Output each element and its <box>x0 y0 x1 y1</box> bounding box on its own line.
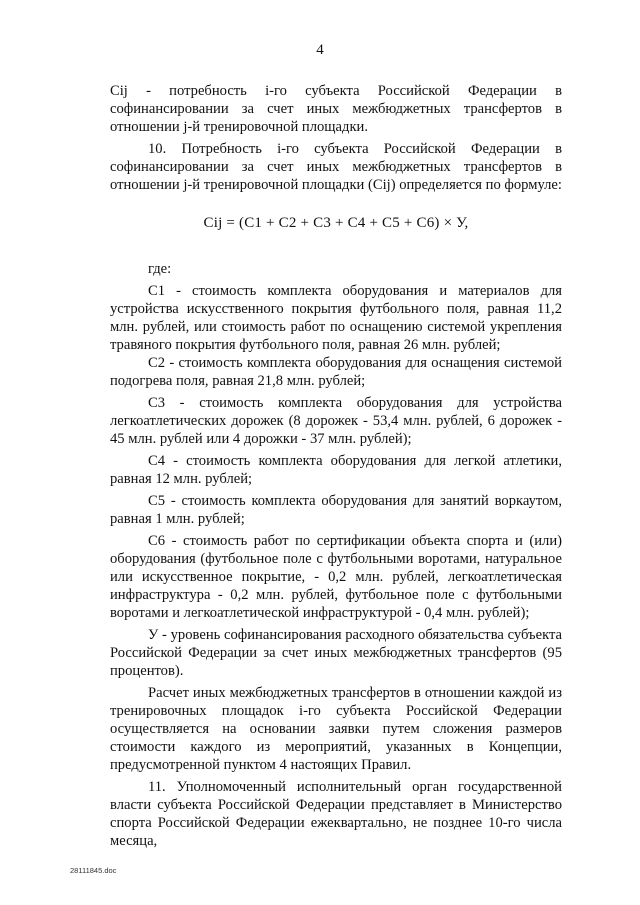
formula: Cij = (C1 + C2 + C3 + C4 + C5 + C6) × У, <box>203 215 469 231</box>
paragraph-where: где: <box>148 261 172 277</box>
paragraph-c1: C1 - стоимость комплекта оборудования и материалов для устройства искусственного покрытия футбольного поля, равная 11,2 млн. рублей, или стоимость работ по оснащению системой укрепления травяного покрытия футбольного поля, равная 26 млн. рублей; <box>110 283 562 353</box>
paragraph-c3: C3 - стоимость комплекта оборудования для устройства легкоатлетических дорожек (8 дорожек - 53,4 млн. рублей, 6 дорожек - 45 млн. рублей или 4 дорожки - 37 млн. рублей); <box>110 395 562 447</box>
page-number: 4 <box>316 42 324 58</box>
paragraph-c4: C4 - стоимость комплекта оборудования для легкой атлетики, равная 12 млн. рублей; <box>110 453 562 487</box>
paragraph-c2: C2 - стоимость комплекта оборудования для оснащения системой подогрева поля, равная 21,8 млн. рублей; <box>110 355 562 389</box>
paragraph-10: 10. Потребность i-го субъекта Российской Федерации в софинансировании за счет иных межбюджетных трансфертов в отношении j-й тренировочной площадки (Cij) определяется по формуле: <box>110 141 562 193</box>
paragraph-u: У - уровень софинансирования расходного обязательства субъекта Российской Федерации за счет иных межбюджетных трансфертов (95 процентов). <box>110 627 562 679</box>
paragraph-c6: C6 - стоимость работ по сертификации объекта спорта и (или) оборудования (футбольное поле с футбольными воротами, натуральное или искусственное покрытие, - 0,2 млн. рублей, легкоатлетическая инфраструктура - 0,2 млн. рублей, футбольное поле с футбольными воротами и легкоатлетической инфраструктурой - 0,4 млн. рублей); <box>110 533 562 621</box>
document-body <box>110 82 562 850</box>
paragraph-11: 11. Уполномоченный исполнительный орган государственной власти субъекта Российской Федерации представляет в Министерство спорта Российской Федерации ежеквартально, не позднее 10-го числа месяца, <box>110 779 562 849</box>
paragraph-cij-definition: Cij - потребность i-го субъекта Российской Федерации в софинансировании за счет иных межбюджетных трансфертов в отношении j-й тренировочной площадки. <box>110 83 562 135</box>
footer-filename: 28111845.doc <box>70 866 117 875</box>
paragraph-c5: C5 - стоимость комплекта оборудования для занятий воркаутом, равная 1 млн. рублей; <box>110 493 562 527</box>
paragraph-calculation: Расчет иных межбюджетных трансфертов в отношении каждой из тренировочных площадок i-го субъекта Российской Федерации осуществляется на основании заявки путем сложения размеров стоимости каждого из мероприятий, указанных в Концепции, предусмотренной пунктом 4 настоящих Правил. <box>110 685 562 773</box>
